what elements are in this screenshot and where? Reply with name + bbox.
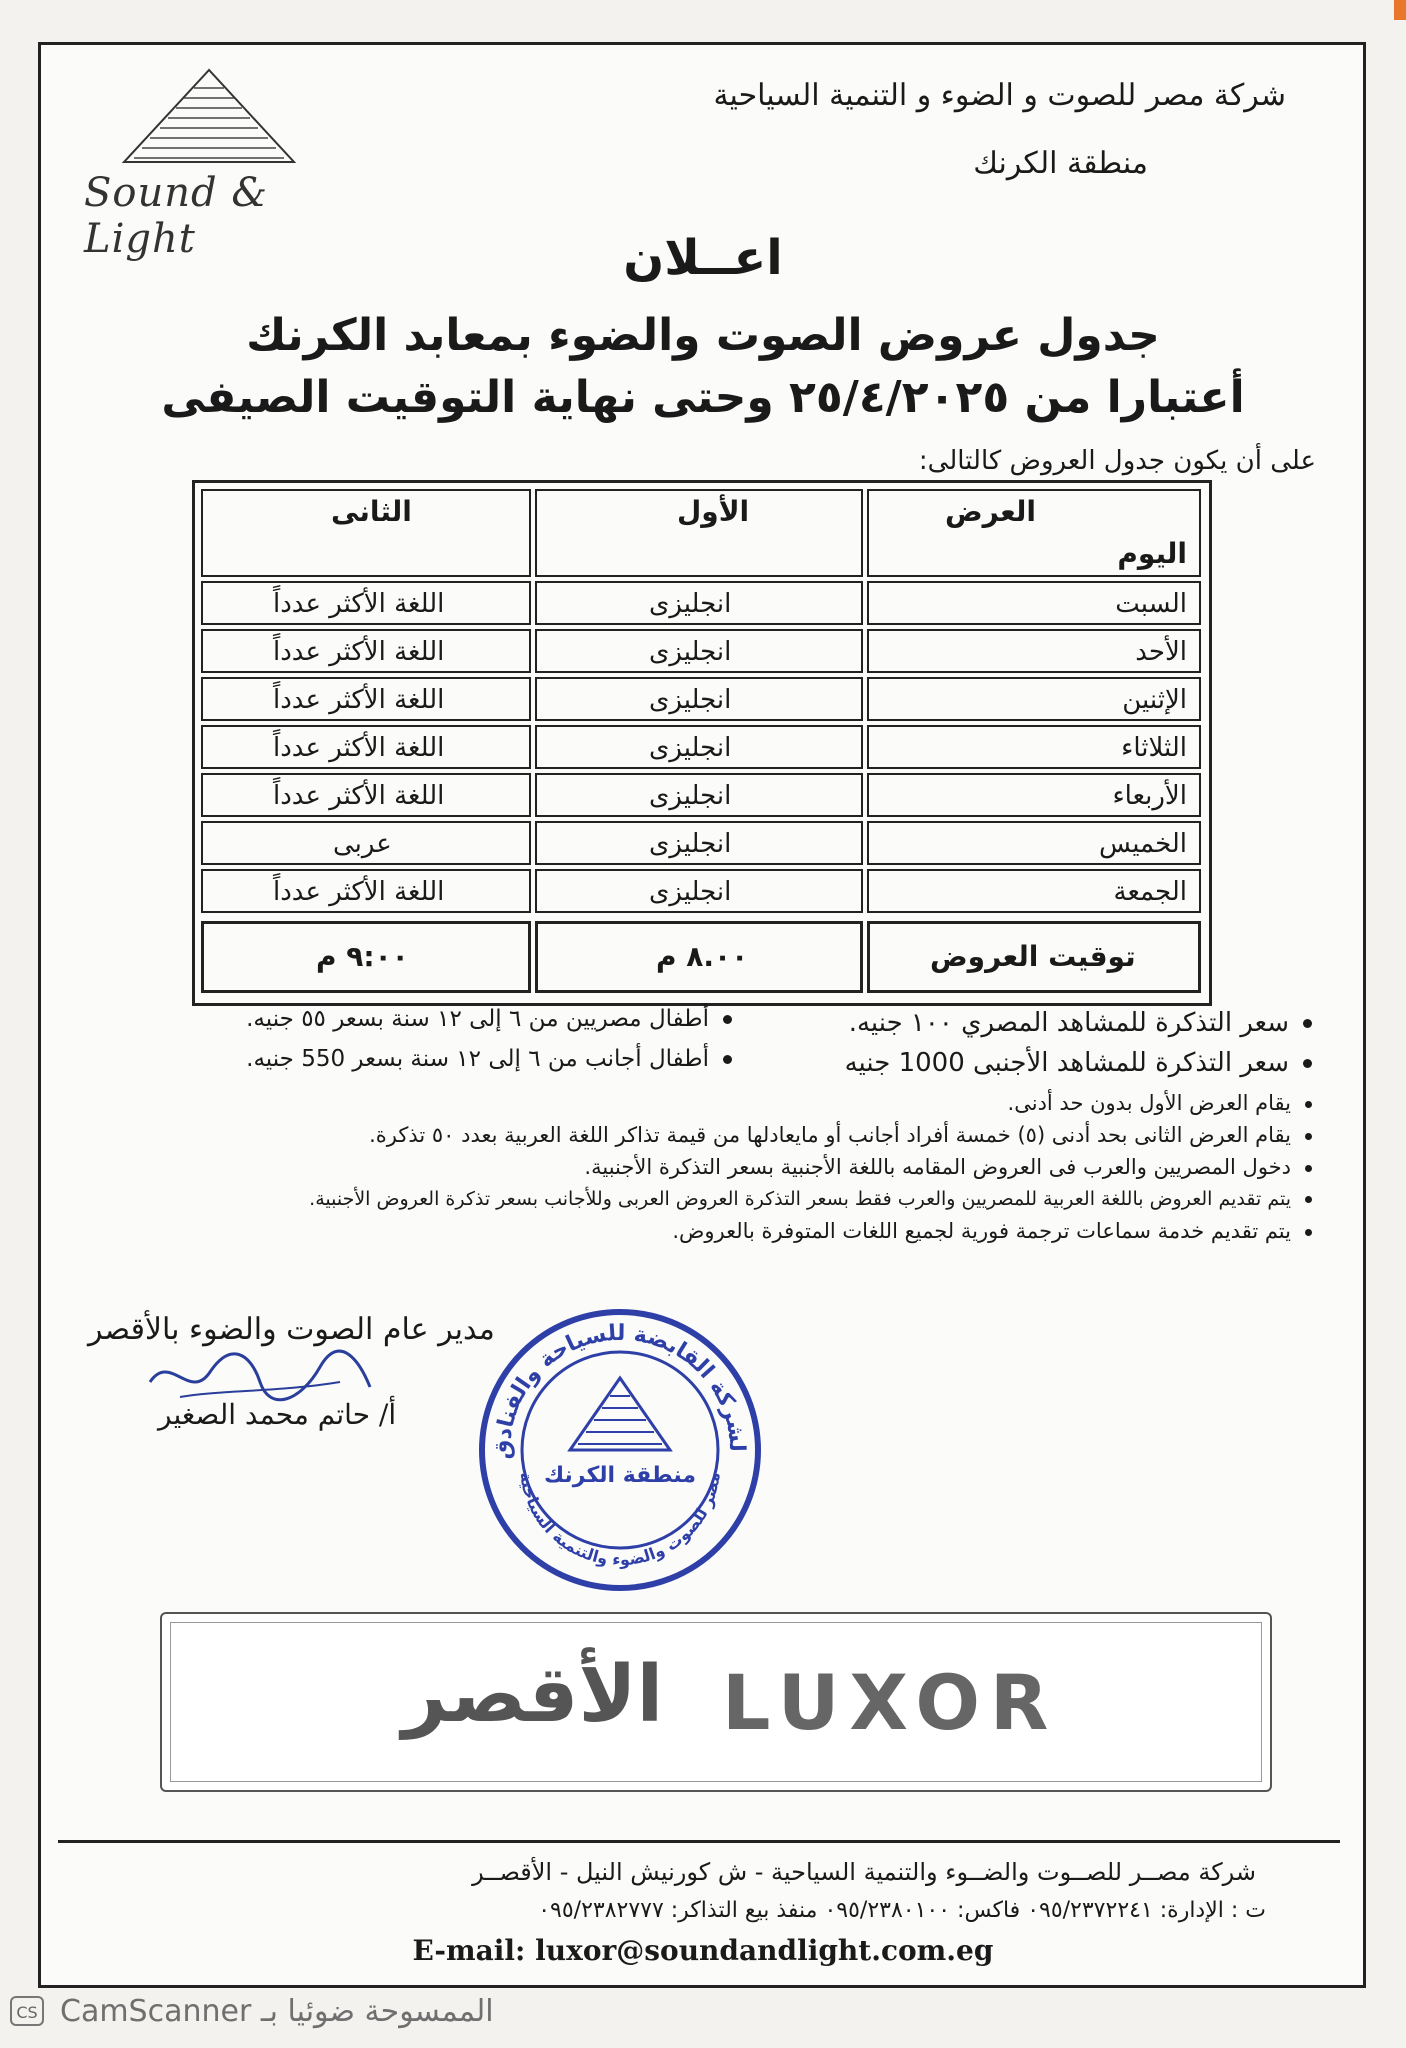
header-second: الثانى	[331, 495, 412, 528]
header-first: الأول	[677, 495, 750, 528]
signature-title: مدير عام الصوت والضوء بالأقصر	[88, 1312, 495, 1347]
logo-text: Sound & Light	[84, 170, 268, 262]
page-edge-mark	[1394, 0, 1406, 20]
header-show: العرض	[945, 495, 1036, 528]
price-egyptian-children: أطفال مصريين من ٦ إلى ١٢ سنة بسعر ٥٥ جنيه.	[246, 1006, 709, 1032]
table-row-second: اللغة الأكثر عدداً	[201, 581, 531, 625]
table-row-first: انجليزى	[535, 677, 863, 721]
stamp-seal-icon	[470, 1300, 770, 1600]
table-row-second: اللغة الأكثر عدداً	[201, 629, 531, 673]
sound-light-logo	[84, 66, 354, 262]
bullet-icon	[723, 1055, 732, 1064]
bullet-icon	[1305, 1165, 1312, 1172]
header-cell-second	[201, 489, 531, 577]
svg-text:مصر للصوت والضوء والتنمية السي: مصر للصوت والضوء والتنمية السياحية	[516, 1471, 724, 1570]
bullet-icon	[1303, 1059, 1312, 1068]
price-foreign: سعر التذكرة للمشاهد الأجنبى 1000 جنيه	[844, 1048, 1289, 1078]
price-foreign-children: أطفال أجانب من ٦ إلى ١٢ سنة بسعر 550 جنيه.	[246, 1046, 709, 1072]
bullet-icon	[723, 1015, 732, 1024]
company-name: شركة مصر للصوت و الضوء و التنمية السياحية	[713, 78, 1286, 113]
table-row-day: السبت	[867, 581, 1201, 625]
table-row-first: انجليزى	[535, 725, 863, 769]
price-row-foreign	[62, 1048, 1312, 1088]
table-row-day: الأحد	[867, 629, 1201, 673]
bullet-icon	[1305, 1101, 1312, 1108]
luxor-banner	[160, 1612, 1272, 1792]
table-row-day: الجمعة	[867, 869, 1201, 913]
validity-period: أعتبارا من ٢٥/٤/٢٠٢٥ وحتى نهاية التوقيت الصيفى	[161, 372, 1245, 423]
header-day: اليوم	[1117, 537, 1187, 570]
official-stamp	[470, 1300, 770, 1600]
footer-phones: ت : الإدارة: ٠٩٥/٢٣٧٢٢٤١ فاكس: ٠٩٥/٢٣٨٠١٠٠ منفذ بيع التذاكر: ٠٩٥/٢٣٨٢٧٧٧	[538, 1898, 1266, 1923]
table-row-second: اللغة الأكثر عدداً	[201, 677, 531, 721]
camscanner-watermark	[10, 1990, 570, 2034]
note-item: يقام العرض الأول بدون حد أدنى.	[62, 1088, 1312, 1120]
camscanner-logo: CS	[10, 1996, 44, 2026]
note-item: يقام العرض الثانى بحد أدنى (٥) خمسة أفراد أجانب أو مايعادلها من قيمة تذاكر اللغة العربية بعدد ٥٠ تذكرة.	[62, 1120, 1312, 1152]
schedule-intro: على أن يكون جدول العروض كالتالى:	[918, 446, 1316, 476]
header-cell-show-day	[867, 489, 1201, 577]
bullet-icon	[1305, 1133, 1312, 1140]
table-row-second: عربى	[201, 821, 531, 865]
table-row-first: انجليزى	[535, 581, 863, 625]
note-item: يتم تقديم العروض باللغة العربية للمصريين والعرب فقط بسعر التذكرة العروض العربى وللأجانب بسعر تذكرة العروض الأجنبية.	[62, 1184, 1312, 1216]
bullet-icon	[1305, 1196, 1312, 1203]
footer-address: شركة مصــر للصــوت والضــوء والتنمية السياحية - ش كورنيش النيل - الأقصــر	[472, 1858, 1256, 1886]
schedule-subtitle: جدول عروض الصوت والضوء بمعابد الكرنك	[246, 310, 1160, 361]
table-row-first: انجليزى	[535, 629, 863, 673]
timing-label-cell: توقيت العروض	[867, 921, 1201, 993]
bullet-icon	[1303, 1019, 1312, 1028]
price-row-egyptian	[62, 1008, 1312, 1048]
table-row-day: الأربعاء	[867, 773, 1201, 817]
bullet-icon	[1305, 1229, 1312, 1236]
luxor-arabic: الأقصر	[402, 1650, 664, 1740]
table-row-first: انجليزى	[535, 773, 863, 817]
pyramid-logo-icon	[84, 66, 354, 176]
camscanner-text: الممسوحة ضوئيا بـ CamScanner	[60, 1994, 494, 2029]
schedule-table	[192, 480, 1212, 1006]
price-and-notes	[62, 1008, 1312, 1248]
timing-second-cell: ٩:٠٠ م	[201, 921, 531, 993]
announcement-title: اعــلان	[623, 230, 783, 286]
svg-text:منطقة الكرنك: منطقة الكرنك	[544, 1463, 696, 1488]
footer-divider	[58, 1840, 1340, 1843]
footer-email: E-mail: luxor@soundandlight.com.eg	[412, 1934, 994, 1967]
table-row-day: الخميس	[867, 821, 1201, 865]
price-egyptian: سعر التذكرة للمشاهد المصري ١٠٠ جنيه.	[848, 1008, 1289, 1038]
header-cell-first	[535, 489, 863, 577]
region-name: منطقة الكرنك	[973, 146, 1148, 181]
table-row-day: الثلاثاء	[867, 725, 1201, 769]
table-row-second: اللغة الأكثر عدداً	[201, 869, 531, 913]
svg-text:الشركة القابضة للسياحة والفناد: لشركة القابضة للسياحة والفنادق	[490, 1321, 750, 1460]
note-item: يتم تقديم خدمة سماعات ترجمة فورية لجميع اللغات المتوفرة بالعروض.	[62, 1216, 1312, 1248]
luxor-english: LUXOR	[722, 1658, 1059, 1747]
table-row-first: انجليزى	[535, 869, 863, 913]
timing-first-cell: ٨.٠٠ م	[535, 921, 863, 993]
note-item: دخول المصريين والعرب فى العروض المقامه باللغة الأجنبية بسعر التذكرة الأجنبية.	[62, 1152, 1312, 1184]
table-row-second: اللغة الأكثر عدداً	[201, 725, 531, 769]
table-row-second: اللغة الأكثر عدداً	[201, 773, 531, 817]
table-row-first: انجليزى	[535, 821, 863, 865]
signature-name: أ/ حاتم محمد الصغير	[158, 1398, 397, 1431]
table-row-day: الإثنين	[867, 677, 1201, 721]
